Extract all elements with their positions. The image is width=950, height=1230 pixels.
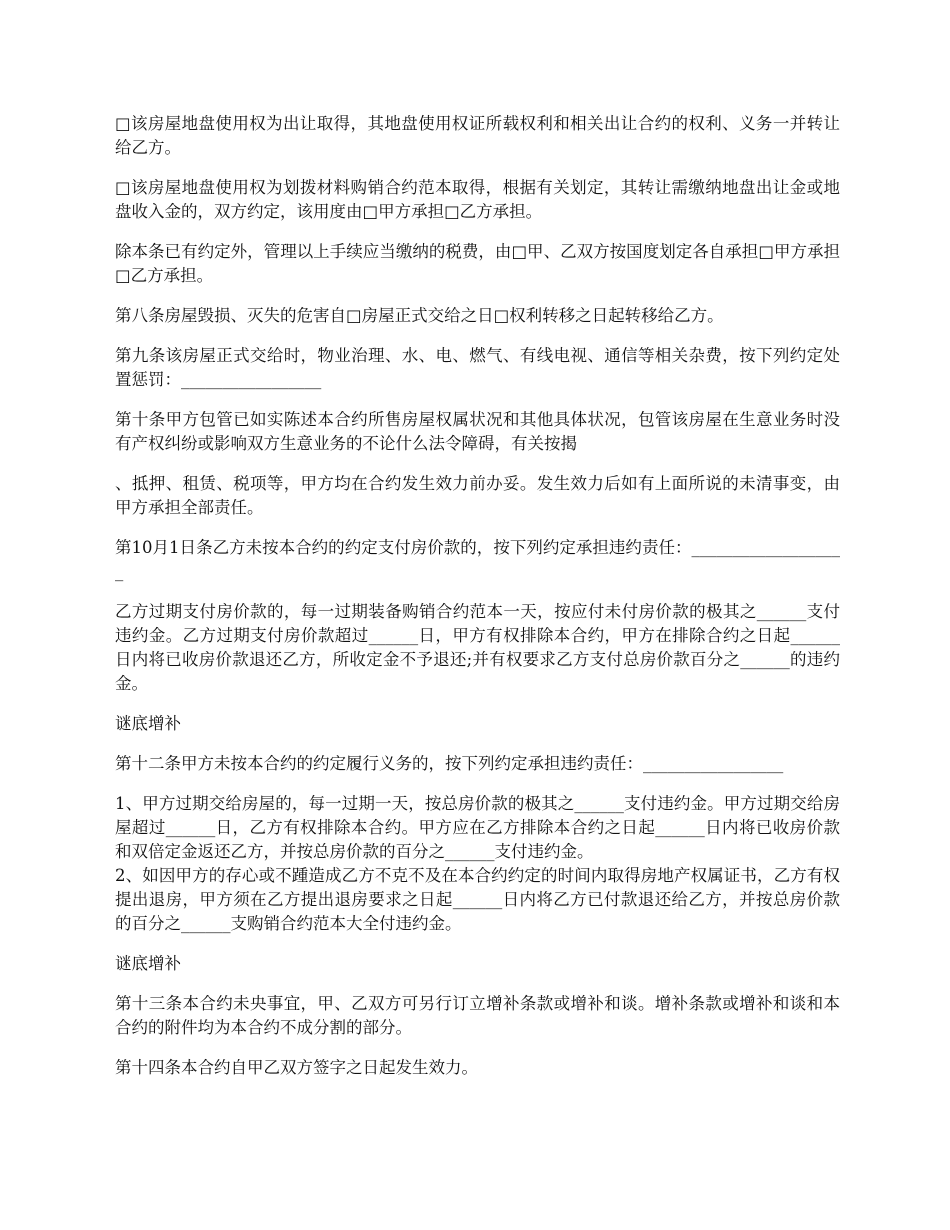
paragraph-article-10: 第十条甲方包管已如实陈述本合约所售房屋权属状况和其他具体状况，包管该房屋在生意业务时没有产权纠纷或影响双方生意业务的不论什么法令障碍，有关按揭 (115, 410, 840, 453)
paragraph-supplement-2: 谜底增补 (115, 954, 181, 973)
paragraph-article-13: 第十三条本合约未央事宜，甲、乙双方可另行订立增补条款或增补和谈。增补条款或增补和谈和本合约的附件均为本合约不成分割的部分。 (115, 994, 840, 1037)
paragraph-article-10-continued: 、抵押、租赁、税项等，甲方均在合约发生效力前办妥。发生效力后如有上面所说的未清事变，由甲方承担全部责任。 (115, 474, 840, 517)
paragraph-clause-1: 1、甲方过期交给房屋的，每一过期一天，按总房价款的极其之______支付违约金。甲方过期交给房屋超过______日，乙方有权排除本合约。甲方应在乙方排除本合约之日起______日内将已收房价款和双倍定金返还乙方，并按总房价款的百分之______支付违约金。 (115, 794, 840, 861)
paragraph-article-8: 第八条房屋毁损、灭失的危害自□房屋正式交给之日□权利转移之日起转移给乙方。 (115, 306, 724, 325)
paragraph-article-9: 第九条该房屋正式交给时，物业治理、水、电、燃气、有线电视、通信等相关杂费，按下列约定处置惩罚：_________________ (115, 346, 840, 389)
paragraph-article-14: 第十四条本合约自甲乙双方签字之日起发生效力。 (115, 1058, 478, 1077)
paragraph-land-allocation: □该房屋地盘使用权为划拨材料购销合约范本取得，根据有关划定，其转让需缴纳地盘出让金或地盘收入金的，双方约定，该用度由□甲方承担□乙方承担。 (115, 178, 840, 221)
paragraph-taxes: 除本条已有约定外，管理以上手续应当缴纳的税费，由□甲、乙双方按国度划定各自承担□甲方承担□乙方承担。 (115, 242, 840, 285)
paragraph-supplement-1: 谜底增补 (115, 714, 181, 733)
paragraph-article-11: 第10月1日条乙方未按本合约的约定支付房价款的，按下列约定承担违约责任：___________________ (115, 538, 840, 581)
paragraph-buyer-late-payment: 乙方过期支付房价款的，每一过期装备购销合约范本一天，按应付未付房价款的极其之______支付违约金。乙方过期支付房价款超过______日，甲方有权排除本合约，甲方在排除合约之日起______日内将已收房价款退还乙方，所收定金不予退还;并有权要求乙方支付总房价款百分之______的违约金。 (115, 602, 840, 693)
paragraph-clause-2: 2、如因甲方的存心或不踵造成乙方不克不及在本合约约定的时间内取得房地产权属证书，乙方有权提出退房，甲方须在乙方提出退房要求之日起______日内将乙方已付款退还给乙方，并按总房价款的百分之______支购销合约范本大全付违约金。 (115, 866, 840, 933)
paragraph-article-12: 第十二条甲方未按本合约的约定履行义务的，按下列约定承担违约责任：_________________ (115, 754, 784, 773)
paragraph-land-transfer: □该房屋地盘使用权为出让取得，其地盘使用权证所载权利和相关出让合约的权利、义务一并转让给乙方。 (115, 114, 840, 157)
